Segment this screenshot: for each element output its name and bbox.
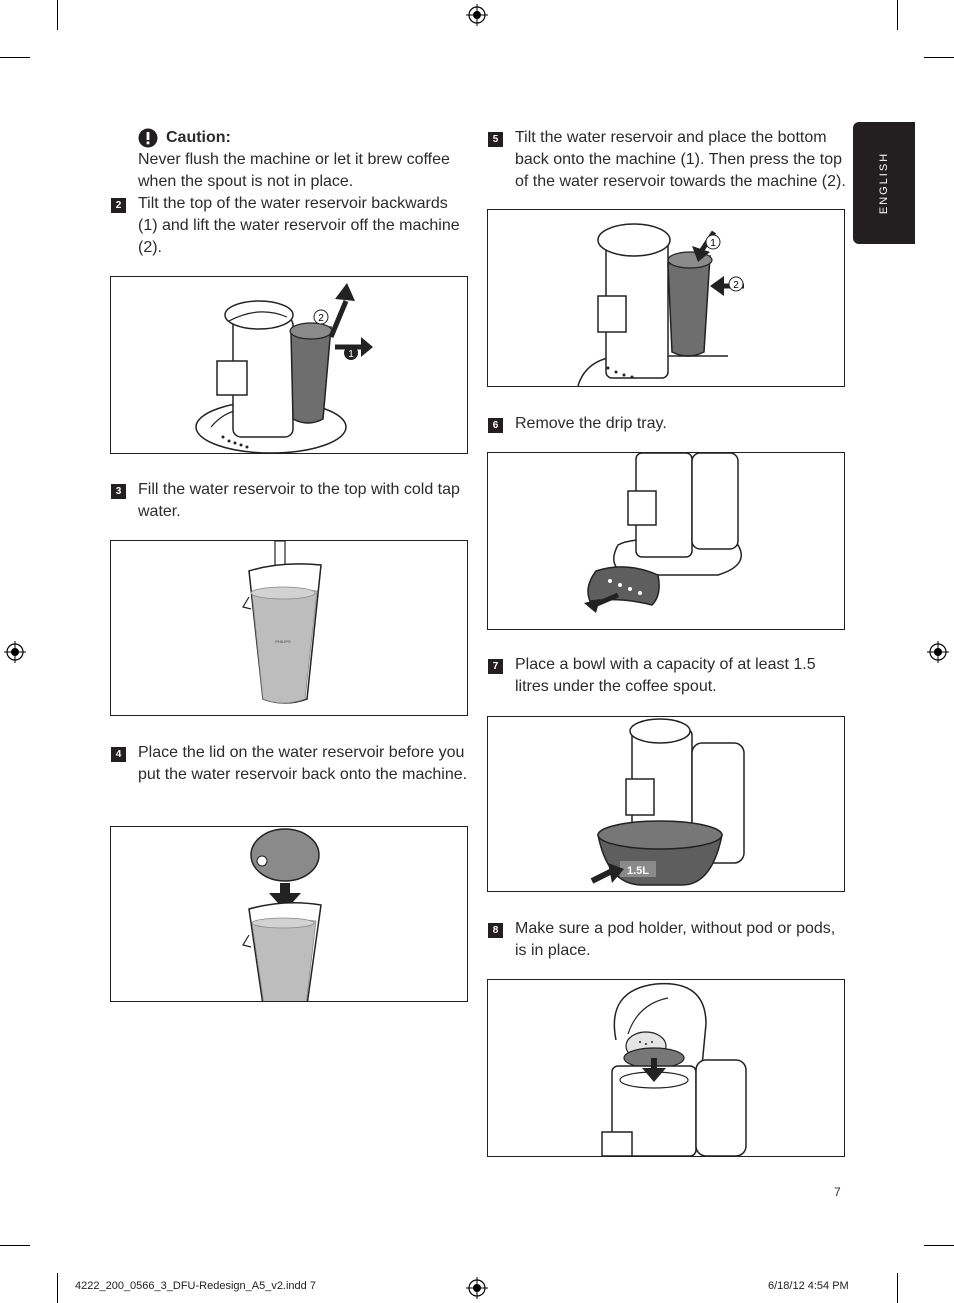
- registration-mark-icon: [4, 641, 26, 663]
- registration-mark-icon: [927, 641, 949, 663]
- caution-icon: [138, 128, 158, 148]
- step-number: 7: [488, 659, 503, 674]
- language-tab-label: ENGLISH: [878, 151, 890, 215]
- marker-2: 2: [733, 280, 739, 291]
- step-text: Tilt the top of the water reservoir backwards (1) and lift the water reservoir off the machine (2).: [138, 195, 460, 256]
- crop-mark: [924, 57, 954, 58]
- bowl-capacity-label: 1.5L: [626, 865, 650, 877]
- step-text: Make sure a pod holder, without pod or pods, is in place.: [515, 920, 836, 959]
- page-number: 7: [834, 1185, 841, 1199]
- step-5-figure: [487, 209, 845, 387]
- step-8-figure: [487, 979, 845, 1157]
- step-6-figure: [487, 452, 845, 630]
- step-number: 4: [111, 747, 126, 762]
- marker-1: 1: [710, 238, 716, 249]
- step-3-figure: [110, 540, 468, 716]
- step-text: Fill the water reservoir to the top with cold tap water.: [138, 481, 460, 520]
- step-text: Remove the drip tray.: [515, 415, 667, 432]
- step-7-figure: [487, 716, 845, 892]
- step-number: 2: [111, 198, 126, 213]
- step-4-figure: [110, 826, 468, 1002]
- step-text: Place a bowl with a capacity of at least 1.5 litres under the coffee spout.: [515, 656, 816, 695]
- caution-text: Never flush the machine or let it brew coffee when the spout is not in place.: [138, 151, 450, 190]
- crop-mark: [0, 57, 30, 58]
- step-number: 6: [488, 418, 503, 433]
- step-number: 3: [111, 484, 126, 499]
- registration-mark-icon: [466, 1277, 488, 1299]
- crop-mark: [924, 1245, 954, 1246]
- crop-mark: [57, 1273, 58, 1303]
- step-number: 8: [488, 923, 503, 938]
- step-2-figure: [110, 276, 468, 454]
- crop-mark: [57, 0, 58, 30]
- footer-file-name: 4222_200_0566_3_DFU-Redesign_A5_v2.indd 7: [75, 1280, 316, 1292]
- caution-title: Caution:: [166, 129, 231, 146]
- language-tab: [853, 122, 915, 244]
- step-text: Tilt the water reservoir and place the bottom back onto the machine (1). Then press the top of the water reservoir towards the machine (2).: [515, 129, 846, 190]
- crop-mark: [897, 0, 898, 30]
- marker-1: 1: [348, 349, 354, 360]
- registration-mark-icon: [466, 4, 488, 26]
- step-text: Place the lid on the water reservoir before you put the water reservoir back onto the machine.: [138, 744, 468, 783]
- crop-mark: [897, 1273, 898, 1303]
- crop-mark: [0, 1245, 30, 1246]
- marker-2: 2: [318, 313, 324, 324]
- reservoir-brand: PHILIPS: [275, 639, 291, 644]
- footer-date: 6/18/12 4:54 PM: [768, 1280, 849, 1292]
- step-number: 5: [488, 132, 503, 147]
